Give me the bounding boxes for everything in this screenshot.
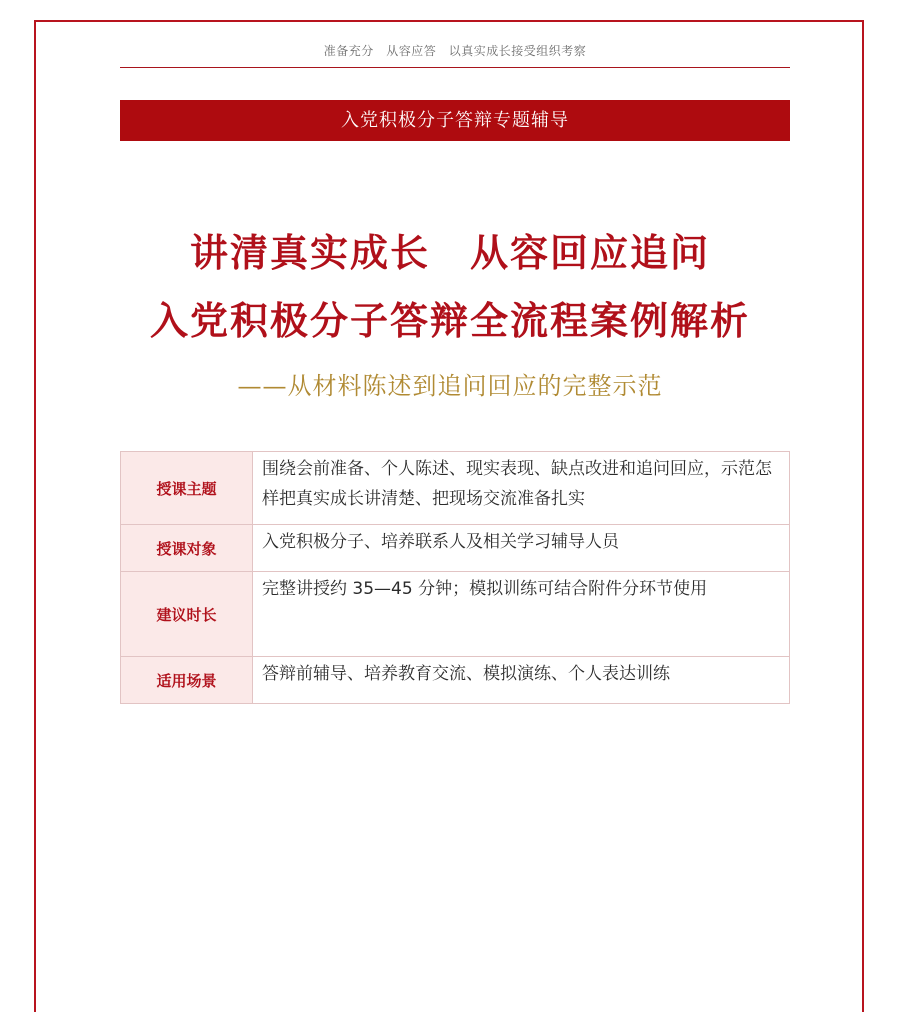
row-label: 授课主题	[121, 452, 253, 525]
table-row	[121, 657, 790, 704]
page-title-line-2: 入党积极分子答辩全流程案例解析	[149, 298, 750, 343]
topic-banner: 入党积极分子答辩专题辅导	[120, 100, 790, 141]
course-info-table	[120, 451, 790, 704]
row-value: 围绕会前准备、个人陈述、现实表现、缺点改进和追问回应，示范怎样把真实成长讲清楚、把现场交流准备扎实	[253, 452, 790, 525]
page-subtitle: ——从材料陈述到追问回应的完整示范	[237, 372, 663, 400]
page-title-line-1: 讲清真实成长 从容回应追问	[189, 230, 710, 275]
table-row	[121, 572, 790, 657]
table-row	[121, 452, 790, 525]
row-label: 授课对象	[121, 525, 253, 572]
row-label: 建议时长	[121, 572, 253, 657]
row-value: 完整讲授约 35—45 分钟；模拟训练可结合附件分环节使用	[253, 572, 790, 657]
row-label: 适用场景	[121, 657, 253, 704]
table-row	[121, 525, 790, 572]
header-divider	[120, 67, 790, 68]
running-header: 准备充分 从容应答 以真实成长接受组织考察	[323, 44, 587, 58]
row-value: 入党积极分子、培养联系人及相关学习辅导人员	[253, 525, 790, 572]
row-value: 答辩前辅导、培养教育交流、模拟演练、个人表达训练	[253, 657, 790, 704]
